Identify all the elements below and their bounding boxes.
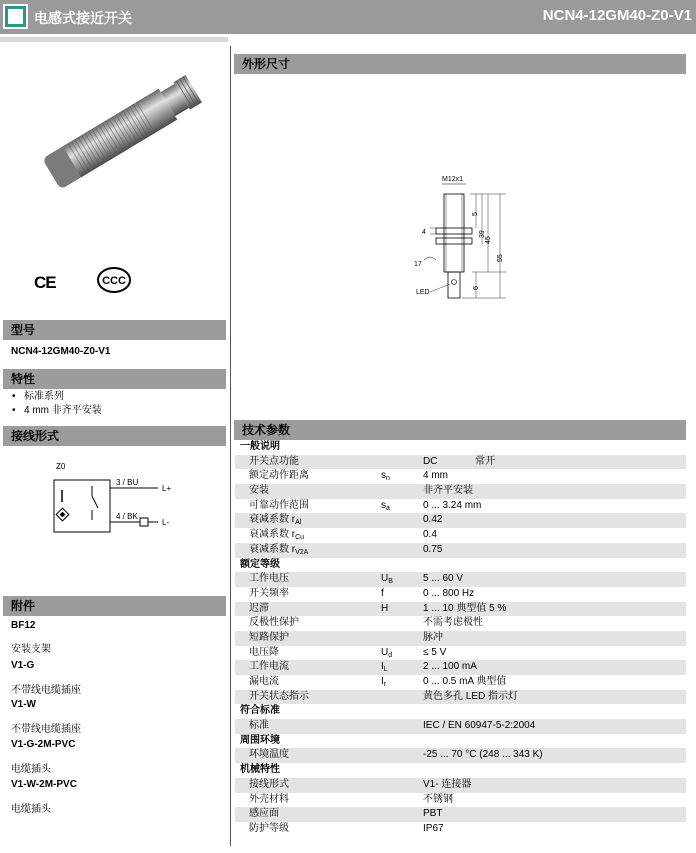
ce-mark-icon: CE [34,273,56,292]
accessory-code: V1-W-2M-PVC [11,779,77,790]
tech-table [235,440,686,837]
tech-row [235,543,686,558]
tech-param-name: 衰减系数 $r_{V2A}$ [249,543,309,556]
tech-group-heading: 周围环境 [235,734,686,749]
divider [0,37,228,42]
dim-thread: M12x1 [442,176,464,183]
tech-row [235,719,686,734]
tech-param-name: 接线形式 [249,778,289,790]
tech-param-name: 安装 [249,485,269,497]
dim-17: 17 [414,261,422,268]
logo-icon [3,4,28,29]
tech-value: IEC / EN 60947-5-2:2004 [423,720,536,732]
accessory-code: V1-G-2M-PVC [11,739,76,750]
terminal-minus-label: L- [162,518,170,527]
dim-45: 45 [485,236,492,244]
tech-value: V1- 连接器 [423,778,472,790]
tech-row [235,675,686,690]
dim-5: 5 [472,212,479,216]
wire-bk-label: 4 / BK [116,512,138,521]
tech-value: -25 ... 70 °C (248 ... 343 K) [423,749,543,761]
tech-value: 1 ... 10 典型值 5 % [423,602,507,614]
features-heading: 特性 [3,369,226,389]
dim-led: LED [416,289,430,296]
tech-value: 2 ... 100 mA [423,661,477,673]
tech-param-name: 工作电压 [249,573,289,585]
accessory-desc: 电缆插头 [11,804,51,815]
tech-value: 0 ... 800 Hz [423,587,475,599]
tech-row [235,616,686,631]
accessory-code: BF12 [11,620,36,631]
tech-param-name: 额定动作距离 [249,470,309,482]
accessory-code: V1-G [11,660,35,671]
tech-symbol: $U_B$ [381,573,393,586]
doc-model: NCN4-12GM40-Z0-V1 [542,7,692,24]
tech-symbol: $s_a$ [381,499,390,512]
tech-symbol-sub: a [386,504,390,512]
tech-param-name: 衰减系数 $r_{Al}$ [249,514,302,527]
dimension-drawing [410,172,520,312]
tech-symbol: f [381,587,384,599]
tech-value: 0.4 [423,529,437,541]
tech-value: 5 ... 60 V [423,573,464,585]
tech-heading: 技术参数 [234,420,686,440]
feature-item: • 4 mm 非齐平安装 [12,404,102,418]
accessory-desc: 电缆插头 [11,764,51,775]
tech-param-name: 反极性保护 [249,617,299,629]
tech-param-name: 工作电流 [249,661,289,673]
accessory-desc: 安装支架 [11,644,51,655]
tech-param-name: 标准 [249,720,269,732]
tech-group-heading: 额定等级 [235,558,686,573]
tech-row [235,499,686,514]
tech-row [235,646,686,661]
tech-param-name: 防护等级 [249,822,289,834]
tech-value: ≤ 5 V [423,646,447,658]
tech-row [235,690,686,705]
accessory-code: V1-W [11,699,36,710]
tech-value: 0 ... 3.24 mm [423,499,482,511]
tech-row [235,631,686,646]
tech-param-name: 电压降 [249,646,279,658]
accessory-desc: 不带线电缆插座 [11,724,81,735]
tech-symbol: $U_d$ [381,646,393,659]
tech-symbol-sub: L [383,666,388,674]
tech-value: 0 ... 0.5 mA 典型值 [423,676,507,687]
dim-39: 39 [479,230,486,238]
tech-value: 4 mm [423,470,448,482]
dim-55: 55 [497,254,504,262]
tech-value: PBT [423,808,443,820]
tech-group-heading: 一般说明 [235,440,686,455]
model-value: NCN4-12GM40-Z0-V1 [11,346,111,357]
tech-value: DC [423,455,438,467]
tech-row [235,660,686,675]
tech-symbol-sub: n [386,475,390,483]
wiring-heading: 接线形式 [3,426,226,446]
tech-row [235,793,686,808]
tech-param-name: 衰减系数 $r_{Cu}$ [249,529,305,542]
tech-row [235,484,686,499]
tech-param-name: 开关状态指示 [249,690,309,702]
column-divider [230,46,231,846]
tech-param-sub: Cu [295,534,305,542]
dimensions-heading: 外形尺寸 [234,54,686,74]
tech-row [235,822,686,837]
feature-item: • 标准系列 [12,390,102,404]
tech-param-name: 开关频率 [249,587,289,599]
dim-6: 6 [473,286,480,290]
tech-param-name: 迟滞 [249,602,269,614]
tech-value: 0.75 [423,543,443,555]
doc-title: 电感式接近开关 [34,10,132,26]
tech-param-name: 漏电流 [249,676,279,687]
tech-value: 脉冲 [423,631,443,643]
accessories-heading: 附件 [3,596,226,616]
tech-param-name: 可靠动作范围 [249,499,309,511]
tech-row [235,455,686,470]
tech-symbol-sub: B [388,578,393,586]
tech-param-name: 环境温度 [249,749,289,761]
tech-row [235,528,686,543]
tech-param-sub: Al [295,519,302,527]
tech-row [235,602,686,617]
tech-param-name: 开关点功能 [249,455,299,467]
wiring-diagram [40,458,200,538]
tech-group-heading: 符合标准 [235,704,686,719]
tech-value: 不需考虑极性 [423,617,483,629]
accessory-desc: 不带线电缆插座 [11,685,81,696]
tech-symbol: $s_n$ [381,470,390,483]
tech-value: 0.42 [423,514,443,526]
ccc-mark-text: CCC [102,275,126,287]
tech-param-name: 外壳材料 [249,793,289,805]
tech-value: IP67 [423,822,444,834]
tech-value: 非齐平安装 [423,485,473,497]
ccc-mark-icon [96,266,132,294]
terminal-plus-label: L+ [162,484,172,493]
tech-row [235,572,686,587]
tech-value: 不锈钢 [423,793,453,805]
tech-param-sub: V2A [295,548,309,556]
tech-symbol-sub: r [383,681,387,688]
tech-symbol: H [381,602,389,614]
sensor-product-image [30,58,210,208]
tech-row [235,587,686,602]
wiring-label: Z0 [56,462,66,471]
dim-4: 4 [422,229,426,236]
tech-symbol: $I_r$ [381,676,387,688]
header-bar [0,0,696,34]
tech-param-name: 短路保护 [249,631,289,643]
tech-row [235,513,686,528]
tech-symbol-sub: d [388,651,393,659]
tech-row [235,748,686,763]
tech-symbol: $I_L$ [381,661,388,674]
tech-row [235,807,686,822]
tech-group-heading: 机械特性 [235,763,686,778]
wire-bu-label: 3 / BU [116,478,139,487]
model-heading: 型号 [3,320,226,340]
tech-row [235,778,686,793]
tech-row [235,469,686,484]
tech-value: 黄色多孔 LED 指示灯 [423,690,519,702]
tech-extra: 常开 [475,455,495,467]
tech-param-name: 感应面 [249,808,279,820]
features-list [12,390,102,418]
